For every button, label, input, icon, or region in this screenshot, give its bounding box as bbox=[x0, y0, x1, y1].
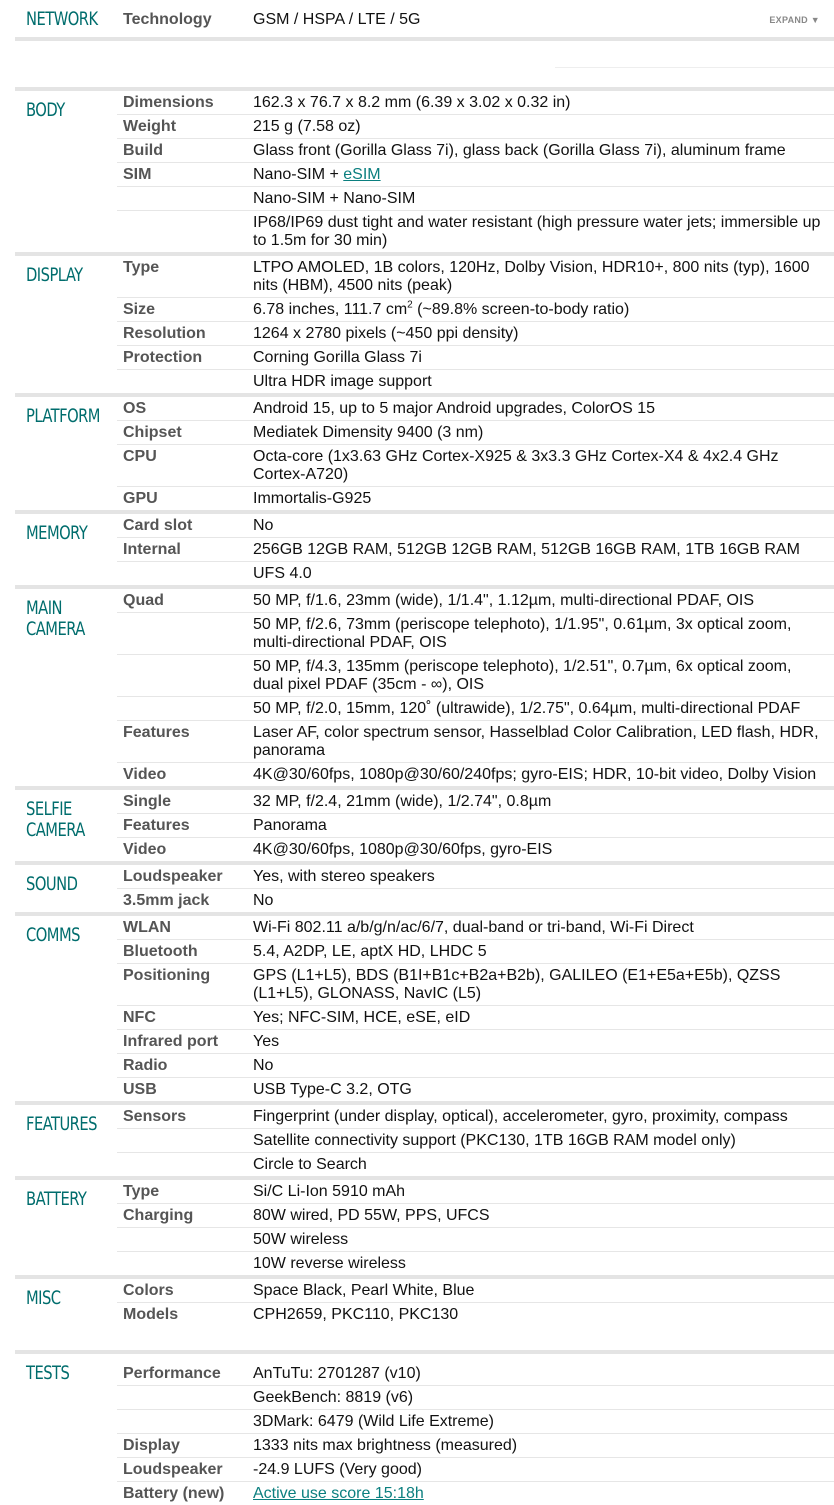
spec-label: OS bbox=[123, 400, 147, 417]
spec-label: Display bbox=[123, 1437, 180, 1454]
spec-label: Colors bbox=[123, 1282, 174, 1299]
spec-value: GSM / HSPA / LTE / 5G bbox=[253, 11, 421, 28]
spec-row bbox=[117, 612, 834, 654]
spec-value: Mediatek Dimensity 9400 (3 nm) bbox=[253, 424, 484, 441]
spec-label: Features bbox=[123, 817, 190, 834]
spec-value: No bbox=[253, 892, 274, 909]
spec-row bbox=[117, 162, 834, 186]
spec-row bbox=[117, 1077, 834, 1101]
spec-value: CPH2659, PKC110, PKC130 bbox=[253, 1306, 459, 1323]
spec-value: Laser AF, color spectrum sensor, Hasselblad Color Calibration, LED flash, HDR, panorama bbox=[253, 724, 819, 759]
spec-value: 3DMark: 6479 (Wild Life Extreme) bbox=[253, 1413, 494, 1430]
spec-row bbox=[117, 762, 834, 786]
spec-row bbox=[117, 561, 834, 585]
spec-row bbox=[117, 720, 834, 762]
section-title: MISC bbox=[26, 1287, 61, 1309]
spec-row bbox=[117, 210, 834, 252]
spec-label: Charging bbox=[123, 1207, 194, 1224]
spec-row bbox=[117, 1409, 834, 1433]
spec-label: Card slot bbox=[123, 517, 193, 534]
section-title: MEMORY bbox=[26, 522, 88, 544]
spec-value: Ultra HDR image support bbox=[253, 373, 432, 390]
section-divider bbox=[15, 37, 834, 87]
spec-value: 256GB 12GB RAM, 512GB 12GB RAM, 512GB 16GB RAM, 1TB 16GB RAM bbox=[253, 541, 800, 558]
esim-link[interactable]: eSIM bbox=[343, 166, 381, 183]
spec-label: NFC bbox=[123, 1009, 156, 1026]
spec-value: No bbox=[253, 517, 274, 534]
spec-label: USB bbox=[123, 1081, 157, 1098]
spec-value: LTPO AMOLED, 1B colors, 120Hz, Dolby Vision, HDR10+, 800 nits (typ), 1600 nits (HBM), 4500 nits (peak) bbox=[253, 259, 810, 294]
spec-row bbox=[117, 321, 834, 345]
spec-row bbox=[117, 297, 834, 321]
spec-row bbox=[117, 963, 834, 1005]
spec-label: Features bbox=[123, 724, 190, 741]
spec-label: Infrared port bbox=[123, 1033, 219, 1050]
spec-row bbox=[117, 8, 834, 31]
spec-row bbox=[117, 1385, 834, 1409]
spec-value-text: (~89.8% screen-to-body ratio) bbox=[412, 301, 630, 318]
section-comms bbox=[15, 912, 834, 1101]
spec-label bbox=[117, 697, 251, 720]
spec-value: 1333 nits max brightness (measured) bbox=[253, 1437, 518, 1454]
spec-value: UFS 4.0 bbox=[253, 565, 312, 582]
spec-label: GPU bbox=[123, 490, 158, 507]
spec-row bbox=[117, 537, 834, 561]
spec-row bbox=[117, 813, 834, 837]
section-title: SELFIE CAMERA bbox=[26, 798, 85, 841]
spec-value: 50 MP, f/2.0, 15mm, 120˚ (ultrawide), 1/2.75", 0.64µm, multi-directional PDAF bbox=[253, 700, 801, 717]
section-platform bbox=[15, 393, 834, 510]
spec-value: AnTuTu: 2701287 (v10) bbox=[253, 1365, 421, 1382]
spec-row bbox=[117, 865, 834, 888]
spec-row bbox=[117, 345, 834, 369]
spec-label bbox=[117, 187, 251, 210]
spec-label: Quad bbox=[123, 592, 164, 609]
spec-label bbox=[117, 1129, 251, 1152]
spec-value: 5.4, A2DP, LE, aptX HD, LHDC 5 bbox=[253, 943, 487, 960]
spec-row bbox=[117, 1481, 834, 1505]
spec-value: 50 MP, f/2.6, 73mm (periscope telephoto), 1/1.95", 0.61µm, 3x optical zoom, multi-directional PDAF, OIS bbox=[253, 616, 792, 651]
spec-label bbox=[117, 562, 251, 585]
spec-row bbox=[117, 256, 834, 297]
spec-row bbox=[117, 1105, 834, 1128]
spec-value: 1264 x 2780 pixels (~450 ppi density) bbox=[253, 325, 519, 342]
section-tests bbox=[15, 1350, 834, 1505]
spec-label: CPU bbox=[123, 448, 157, 465]
section-title: DISPLAY bbox=[26, 264, 83, 286]
spec-label bbox=[117, 1228, 251, 1251]
section-misc bbox=[15, 1275, 834, 1350]
spec-value: Glass front (Gorilla Glass 7i), glass back (Gorilla Glass 7i), aluminum frame bbox=[253, 142, 786, 159]
spec-row bbox=[117, 1302, 834, 1326]
spec-value: Satellite connectivity support (PKC130, 1TB 16GB RAM model only) bbox=[253, 1132, 736, 1149]
spec-row bbox=[117, 186, 834, 210]
spec-label bbox=[117, 1153, 251, 1176]
left-edge-strip bbox=[0, 0, 15, 1501]
spec-value-text: Nano-SIM + bbox=[253, 166, 344, 183]
spec-value: Nano-SIM + Nano-SIM bbox=[253, 190, 416, 207]
spec-row bbox=[117, 696, 834, 720]
spec-row bbox=[117, 790, 834, 813]
spec-label bbox=[117, 1386, 251, 1409]
spec-value bbox=[251, 163, 834, 186]
spec-value: USB Type-C 3.2, OTG bbox=[253, 1081, 412, 1098]
spec-row bbox=[117, 916, 834, 939]
section-title: TESTS bbox=[26, 1362, 70, 1384]
spec-label: 3.5mm jack bbox=[123, 892, 210, 909]
spec-value: 215 g (7.58 oz) bbox=[253, 118, 361, 135]
spec-row bbox=[117, 1180, 834, 1203]
spec-value bbox=[251, 298, 834, 321]
spec-value: 4K@30/60fps, 1080p@30/60fps, gyro-EIS bbox=[253, 841, 553, 858]
spec-row bbox=[117, 91, 834, 114]
spec-label: Type bbox=[123, 1183, 160, 1200]
spec-label: SIM bbox=[123, 166, 152, 183]
spec-label: Single bbox=[123, 793, 172, 810]
spec-row bbox=[117, 939, 834, 963]
spec-row bbox=[117, 1433, 834, 1457]
spec-value: GeekBench: 8819 (v6) bbox=[253, 1389, 414, 1406]
section-title: FEATURES bbox=[26, 1113, 97, 1135]
spec-value: 162.3 x 76.7 x 8.2 mm (6.39 x 3.02 x 0.32 in) bbox=[253, 94, 571, 111]
section-main-camera bbox=[15, 585, 834, 786]
spec-label: Internal bbox=[123, 541, 181, 558]
spec-value: Octa-core (1x3.63 GHz Cortex-X925 & 3x3.3 GHz Cortex-X4 & 4x2.4 GHz Cortex-A720) bbox=[253, 448, 779, 483]
spec-value: IP68/IP69 dust tight and water resistant (high pressure water jets; immersible up to 1.5m for 30 min) bbox=[253, 214, 821, 249]
section-title: MAIN CAMERA bbox=[26, 597, 85, 640]
section-title: BATTERY bbox=[26, 1188, 87, 1210]
spec-label: Type bbox=[123, 259, 160, 276]
spec-value: Fingerprint (under display, optical), accelerometer, gyro, proximity, compass bbox=[253, 1108, 788, 1125]
section-display bbox=[15, 252, 834, 393]
section-memory bbox=[15, 510, 834, 585]
spec-value: Corning Gorilla Glass 7i bbox=[253, 349, 422, 366]
spec-value: 32 MP, f/2.4, 21mm (wide), 1/2.74", 0.8µm bbox=[253, 793, 552, 810]
spec-row bbox=[117, 1152, 834, 1176]
section-title: PLATFORM bbox=[26, 405, 100, 427]
section-sound bbox=[15, 861, 834, 912]
spec-row bbox=[117, 1053, 834, 1077]
spec-row bbox=[117, 1457, 834, 1481]
spec-row bbox=[117, 1279, 834, 1302]
spec-label bbox=[117, 370, 251, 393]
spec-value: Yes; NFC-SIM, HCE, eSE, eID bbox=[253, 1009, 471, 1026]
spec-label: Protection bbox=[123, 349, 203, 366]
spec-value: Yes, with stereo speakers bbox=[253, 868, 435, 885]
spec-row bbox=[117, 1029, 834, 1053]
section-title: COMMS bbox=[26, 924, 80, 946]
spec-row bbox=[117, 888, 834, 912]
spec-label bbox=[117, 655, 251, 696]
spec-value: Circle to Search bbox=[253, 1156, 367, 1173]
spec-row bbox=[117, 1203, 834, 1227]
spec-label: Size bbox=[123, 301, 156, 318]
spec-row bbox=[117, 1227, 834, 1251]
spec-row bbox=[117, 138, 834, 162]
spec-row bbox=[117, 114, 834, 138]
spec-label: Chipset bbox=[123, 424, 182, 441]
section-title: SOUND bbox=[26, 873, 78, 895]
spec-label: Dimensions bbox=[123, 94, 214, 111]
spec-value: 50 MP, f/4.3, 135mm (periscope telephoto), 1/2.51", 0.7µm, 6x optical zoom, dual pixel PDAF (35cm - ∞), OIS bbox=[253, 658, 792, 693]
spec-row bbox=[117, 397, 834, 420]
section-features bbox=[15, 1101, 834, 1176]
spec-label: Resolution bbox=[123, 325, 206, 342]
spec-value: 50W wireless bbox=[253, 1231, 349, 1248]
spec-row bbox=[117, 486, 834, 510]
spec-value: Panorama bbox=[253, 817, 327, 834]
spec-value: Wi-Fi 802.11 a/b/g/n/ac/6/7, dual-band or tri-band, Wi-Fi Direct bbox=[253, 919, 694, 936]
section-selfie-camera bbox=[15, 786, 834, 861]
section-title: NETWORK bbox=[26, 8, 98, 30]
spec-value: Yes bbox=[253, 1033, 280, 1050]
spec-label: Bluetooth bbox=[123, 943, 198, 960]
spec-row bbox=[117, 514, 834, 537]
spec-label: WLAN bbox=[123, 919, 171, 936]
specs-table bbox=[15, 0, 834, 1505]
section-body bbox=[15, 87, 834, 252]
spec-value: Si/C Li-Ion 5910 mAh bbox=[253, 1183, 406, 1200]
expand-button[interactable]: EXPAND ▼ bbox=[769, 15, 820, 25]
spec-label: Sensors bbox=[123, 1108, 187, 1125]
spec-value: -24.9 LUFS (Very good) bbox=[253, 1461, 422, 1478]
spec-label: Weight bbox=[123, 118, 177, 135]
spec-label: Video bbox=[123, 841, 167, 858]
superscript: 2 bbox=[407, 299, 413, 311]
spec-row bbox=[117, 589, 834, 612]
spec-value: GPS (L1+L5), BDS (B1I+B1c+B2a+B2b), GALILEO (E1+E5a+E5b), QZSS (L1+L5), GLONASS, NavIC (L5) bbox=[253, 967, 781, 1002]
spec-label: Models bbox=[123, 1306, 179, 1323]
spec-row bbox=[117, 1005, 834, 1029]
spec-value: 4K@30/60fps, 1080p@30/60/240fps; gyro-EIS; HDR, 10-bit video, Dolby Vision bbox=[253, 766, 817, 783]
spec-value: 80W wired, PD 55W, PPS, UFCS bbox=[253, 1207, 490, 1224]
spec-row bbox=[117, 444, 834, 486]
spec-row bbox=[117, 654, 834, 696]
spec-label bbox=[117, 211, 251, 252]
spec-value: 10W reverse wireless bbox=[253, 1255, 406, 1272]
spec-label: Radio bbox=[123, 1057, 168, 1074]
spec-row bbox=[117, 420, 834, 444]
spec-value: 50 MP, f/1.6, 23mm (wide), 1/1.4", 1.12µm, multi-directional PDAF, OIS bbox=[253, 592, 755, 609]
spec-label: Technology bbox=[123, 11, 212, 28]
section-battery bbox=[15, 1176, 834, 1275]
spec-label: Loudspeaker bbox=[123, 1461, 223, 1478]
spec-value bbox=[251, 1482, 834, 1505]
spec-value-text: 6.78 inches, 111.7 cm bbox=[253, 301, 408, 318]
spec-label: Positioning bbox=[123, 967, 211, 984]
spec-value: Space Black, Pearl White, Blue bbox=[253, 1282, 475, 1299]
spec-row bbox=[117, 1251, 834, 1275]
spec-label: Video bbox=[123, 766, 167, 783]
spec-label bbox=[117, 1252, 251, 1275]
spec-label bbox=[117, 613, 251, 654]
spec-label: Performance bbox=[123, 1365, 221, 1382]
spec-label bbox=[117, 1410, 251, 1433]
spec-value: Immortalis-G925 bbox=[253, 490, 372, 507]
spec-label: Battery (new) bbox=[123, 1485, 225, 1502]
spec-value: No bbox=[253, 1057, 274, 1074]
spec-label: Loudspeaker bbox=[123, 868, 223, 885]
spec-value: Android 15, up to 5 major Android upgrades, ColorOS 15 bbox=[253, 400, 656, 417]
spec-row bbox=[117, 369, 834, 393]
spec-row bbox=[117, 1128, 834, 1152]
spec-row bbox=[117, 837, 834, 861]
battery-score-link[interactable]: Active use score 15:18h bbox=[253, 1485, 424, 1502]
section-title: BODY bbox=[26, 99, 65, 121]
section-network bbox=[15, 0, 834, 37]
spec-label: Build bbox=[123, 142, 163, 159]
spec-row bbox=[117, 1362, 834, 1385]
